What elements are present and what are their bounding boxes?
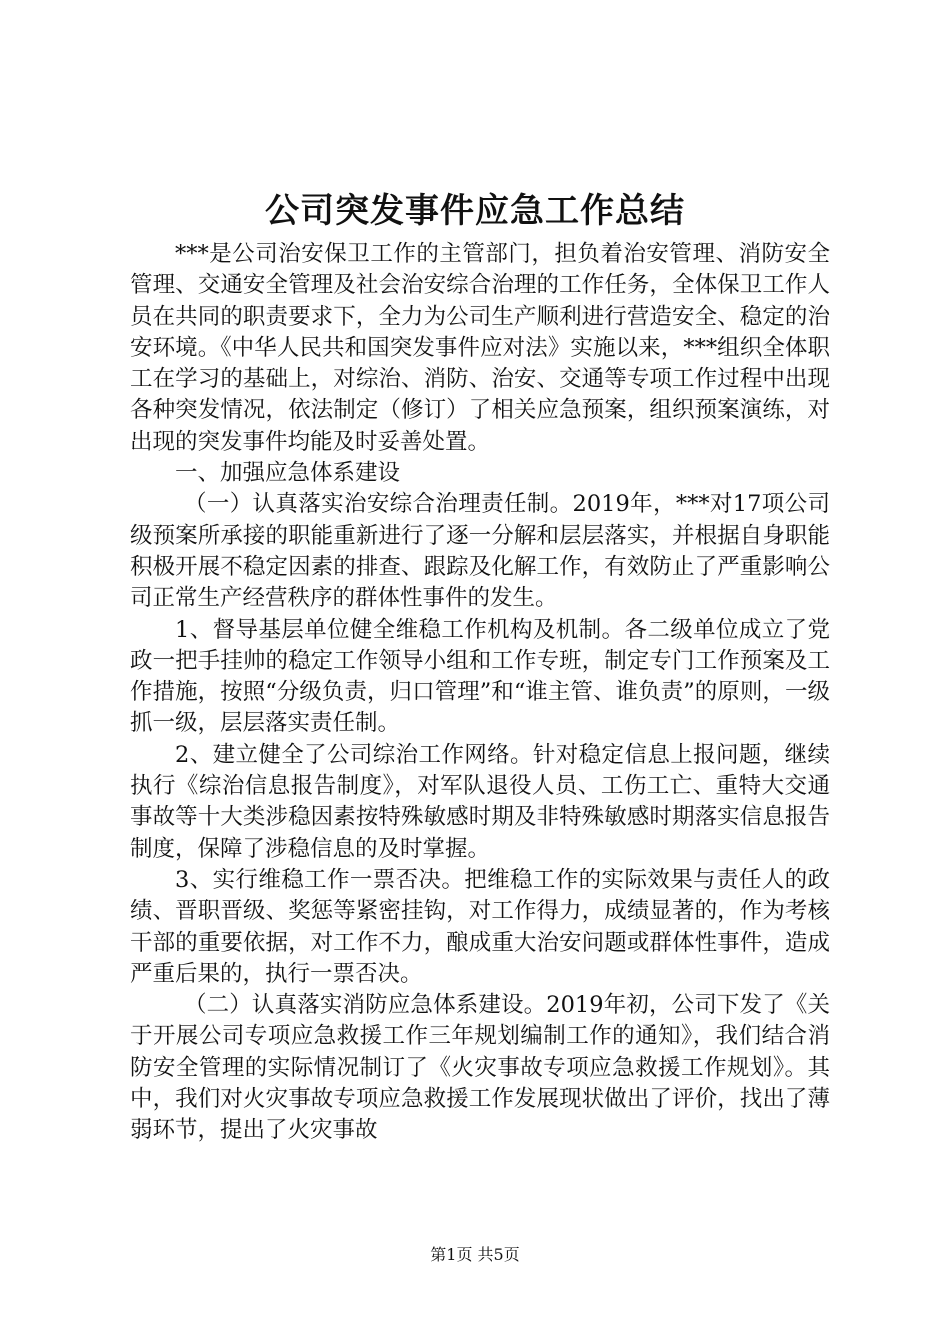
section-heading-1: 一、加强应急体系建设 <box>175 460 401 487</box>
paragraph-item-2: 2、建立健全了公司综治工作网络。针对稳定信息上报问题，继续执行《综治信息报告制度》，对军队退役人员、工伤工亡、重特大交通事故等十大类涉稳因素按特殊敏感时期及非特殊敏感时期落实信息报告制度，保障了涉稳信息的及时掌握。 <box>130 741 830 862</box>
paragraph-item-1: 1、督导基层单位健全维稳工作机构及机制。各二级单位成立了党政一把手挂帅的稳定工作领导小组和工作专班，制定专门工作预案及工作措施，按照“分级负责，归口管理”和“谁主管、谁负责”的原则，一级抓一级，层层落实责任制。 <box>130 616 830 737</box>
paragraph-intro: ***是公司治安保卫工作的主管部门，担负着治安管理、消防安全管理、交通安全管理及社会治安综合治理的工作任务，全体保卫工作人员在共同的职责要求下，全力为公司生产顺利进行营造安全、稳定的治安环境。《中华人民共和国突发事件应对法》实施以来，***组织全体职工在学习的基础上，对综治、消防、治安、交通等专项工作过程中出现各种突发情况，依法制定（修订）了相关应急预案，组织预案演练，对出现的突发事件均能及时妥善处置。 <box>130 241 830 455</box>
paragraph-item-3: 3、实行维稳工作一票否决。把维稳工作的实际效果与责任人的政绩、晋职晋级、奖惩等紧密挂钩，对工作得力，成绩显著的，作为考核干部的重要依据，对工作不力，酿成重大治安问题或群体性事件，造成严重后果的，执行一票否决。 <box>130 866 830 987</box>
page-number-footer: 第1页 共5页 <box>430 1245 520 1264</box>
paragraph-subsection-1: （一）认真落实治安综合治理责任制。2019年，***对17项公司级预案所承接的职能重新进行了逐一分解和层层落实，并根据自身职能积极开展不稳定因素的排查、跟踪及化解工作，有效防止了严重影响公司正常生产经营秩序的群体性事件的发生。 <box>130 491 830 612</box>
document-body <box>130 239 830 1147</box>
document-title: 公司突发事件应急工作总结 <box>265 191 685 231</box>
paragraph-subsection-2: （二）认真落实消防应急体系建设。2019年初，公司下发了《关于开展公司专项应急救援工作三年规划编制工作的通知》，我们结合消防安全管理的实际情况制订了《火灾事故专项应急救援工作规划》。其中，我们对火灾事故专项应急救援工作发展现状做出了评价，找出了薄弱环节，提出了火灾事故 <box>130 992 830 1144</box>
